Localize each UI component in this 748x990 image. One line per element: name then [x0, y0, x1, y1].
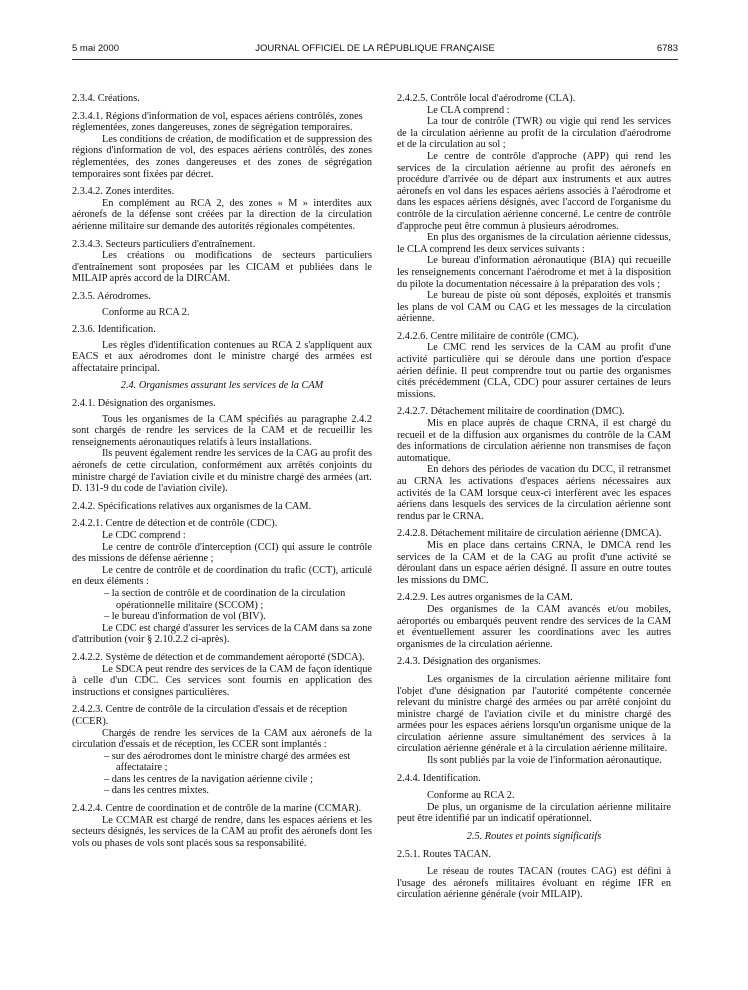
paragraph: Tous les organismes de la CAM spécifiés au paragraphe 2.4.2 sont chargés de rendre les services de la CAM et de recueillir les renseignements aéronautiques relatifs à leurs installations. [72, 413, 372, 448]
heading-2-4-2: 2.4.2. Spécifications relatives aux organismes de la CAM. [72, 500, 312, 512]
header-journal-title: JOURNAL OFFICIEL DE LA RÉPUBLIQUE FRANÇAISE [255, 43, 495, 54]
paragraph: Le SDCA peut rendre des services de la CAM de façon identique à celle d'un CDC. Ces services sont fournis en application des instructions et consignes particulières. [72, 663, 372, 698]
paragraph: Conforme au RCA 2. [427, 790, 515, 802]
paragraph: Le CMC rend les services de la CAM au profit d'une activité particulière qui se déroule dans une portion d'espace aérien définie. Il peut comprendre tout ou partie des organismes cités précédemment (CLA, CDC) pour assurer certaines de leurs missions. [397, 342, 671, 400]
paragraph: En plus des organismes de la circulation aérienne cidessus, le CLA comprend les deux services suivants : [397, 232, 671, 255]
paragraph: La tour de contrôle (TWR) ou vigie qui rend les services de la circulation aérienne au profit de la circulation d'aérodrome et de la circulation au sol ; [397, 116, 671, 151]
heading-2-4-3: 2.4.3. Désignation des organismes. [397, 656, 541, 668]
paragraph: Le CCMAR est chargé de rendre, dans les espaces aériens et les secteurs désignés, les services de la CAM au profit des aéronefs dont les vols ou phases de vols sont placés sous sa responsabilité. [72, 814, 372, 849]
paragraph: Le réseau de routes TACAN (routes CAG) est défini à l'usage des aéronefs militaires évoluant en régime IFR en circulation aérienne générale (voir MILAIP). [397, 866, 671, 901]
paragraph: Des organismes de la CAM avancés et/ou mobiles, aéroportés ou embarqués peuvent rendre des services de la CAM et éventuellement assurer les coordinations avec les autres organismes de la circulation aérienne. [397, 603, 671, 650]
paragraph: Les conditions de création, de modification et de suppression des régions d'information de vol, des espaces aériens contrôlés, des zones réglementées, des zones dangereuses et des zones de ségrégation temporaires sont fixées par décret. [72, 133, 372, 180]
paragraph: Chargés de rendre les services de la CAM aux aéronefs de la circulation d'essais et de réception, les CCER sont implantés : [72, 727, 372, 751]
heading-2-4-2-4: 2.4.2.4. Centre de coordination et de contrôle de la marine (CCMAR). [72, 803, 362, 815]
heading-2-4-2-7: 2.4.2.7. Détachement militaire de coordination (DMC). [397, 406, 625, 418]
heading-2-4-2-6: 2.4.2.6. Centre militaire de contrôle (CMC). [397, 330, 579, 342]
paragraph: En dehors des périodes de vacation du DCC, il retransmet au CRNA les activations d'espaces aériens nécessaires aux activités de la CAM lorsque ceux-ci interfèrent avec les espaces aériens dans lesquels des services de la circulation aérienne sont rendus par le CRNA. [397, 464, 671, 522]
heading-2-3-4-3: 2.3.4.3. Secteurs particuliers d'entraînement. [72, 238, 256, 250]
heading-2-4-2-9: 2.4.2.9. Les autres organismes de la CAM. [397, 592, 573, 604]
paragraph: Mis en place auprès de chaque CRNA, il est chargé du recueil et de la diffusion aux organismes du contrôle de la CAM des informations de circulation aérienne non transmises de façon automatique. [397, 418, 671, 464]
paragraph: Le centre de contrôle d'interception (CCI) qui assure le contrôle des missions de défense aérienne ; [72, 541, 372, 565]
paragraph: Le CDC comprend : [102, 530, 186, 541]
heading-2-3-4-1: 2.3.4.1. Régions d'information de vol, espaces aériens contrôlés, zones réglementées, zones dangereuses, zones de ségrégation temporaires. [72, 110, 363, 134]
heading-2-3-5: 2.3.5. Aérodromes. [72, 290, 151, 302]
heading-2-4-1: 2.4.1. Désignation des organismes. [72, 398, 216, 410]
list-item: – sur des aérodromes dont le ministre chargé des armées est affectataire ; [104, 750, 351, 774]
list-item: – la section de contrôle et de coordination de la circulation opérationnelle militaire (SCCOM) ; [104, 587, 346, 611]
paragraph: Les règles d'identification contenues au RCA 2 s'appliquent aux EACS et aux aérodromes dont le ministre chargé des armées est affectataire principal. [72, 339, 372, 374]
right-column [397, 93, 671, 973]
paragraph: Les créations ou modifications de secteurs particuliers d'entraînement sont proposées par les CICAM et publiées dans le MILAIP après accord de la DIRCAM. [72, 250, 372, 285]
paragraph: Le bureau d'information aéronautique (BIA) qui recueille les renseignements concernant l'aérodrome et met à la disposition du pilote la documentation nécessaire à la préparation des vols ; [397, 255, 671, 290]
heading-2-4-2-1: 2.4.2.1. Centre de détection et de contrôle (CDC). [72, 518, 278, 530]
heading-2-4-2-3: 2.4.2.3. Centre de contrôle de la circulation d'essais et de réception (CCER). [72, 704, 348, 727]
header-date: 5 mai 2000 [72, 43, 120, 54]
page-header [72, 43, 678, 57]
paragraph: Ils sont publiés par la voie de l'information aéronautique. [427, 755, 662, 767]
paragraph: De plus, un organisme de la circulation aérienne militaire peut être identifié par un indicatif opérationnel. [397, 801, 671, 825]
paragraph: En complément au RCA 2, des zones « M » interdites aux aéronefs de la défense sont créées par la direction de la circulation aérienne militaire sur demande des autorités régionales compétentes. [72, 197, 372, 232]
paragraph: Mis en place dans certains CRNA, le DMCA rend les services de la CAM et de la CAG au profit d'une activité se déroulant dans un espace aérien désigné. Il assure en outre toutes les missions du DMC. [397, 539, 671, 586]
paragraph: Les organismes de la circulation aérienne militaire font l'objet d'une désignation par l'autorité compétente concernée relevant du ministre chargé des armées ou par arrêté conjoint du ministre chargé de l'aviation civile et du ministre chargé des armées pour les espaces aériens lorsqu'un organisme unique de la circulation aérienne assure simultanément des services à la circulation aérienne générale et à la circulation aérienne militaire. [397, 673, 671, 755]
section-title-2-4 [72, 380, 372, 392]
left-column [72, 93, 372, 973]
paragraph: Ils peuvent également rendre les services de la CAG au profit des aéronefs de cette circulation, conformément aux arrêtés conjoints du ministre chargé de l'aviation civile et du ministre chargé des armées (art. D. 131-9 du code de l'aviation civile). [72, 448, 372, 495]
paragraph: Conforme au RCA 2. [102, 306, 190, 318]
heading-2-4-2-8: 2.4.2.8. Détachement militaire de circulation aérienne (DMCA). [397, 528, 662, 540]
header-page-number: 6783 [656, 43, 678, 54]
paragraph: Le CLA comprend : [427, 104, 510, 116]
heading-2-3-4-2: 2.3.4.2. Zones interdites. [72, 186, 175, 198]
list-item: – le bureau d'information de vol (BIV). [104, 611, 266, 623]
section-title-text: 2.5. Routes et points significatifs [466, 831, 602, 843]
heading-2-4-2-5: 2.4.2.5. Contrôle local d'aérodrome (CLA). [397, 93, 576, 104]
heading-2-3-4: 2.3.4. Créations. [72, 93, 140, 104]
list-item: – dans les centres de la navigation aérienne civile ; [104, 773, 313, 785]
list-item: – dans les centres mixtes. [104, 785, 209, 797]
heading-2-4-4: 2.4.4. Identification. [397, 772, 481, 784]
paragraph: Le CDC est chargé d'assurer les services de la CAM dans sa zone d'attribution (voir § 2.10.2.2 ci-après). [72, 622, 372, 646]
heading-2-5-1: 2.5.1. Routes TACAN. [397, 848, 491, 860]
paragraph: Le centre de contrôle d'approche (APP) qui rend les services de la circulation aérienne au profit des aéronefs en procédure d'arrivée ou de départ aux instruments et aux autres aéronefs en vol dans les espaces aériens associés à l'aérodrome et dans les espaces aériens désignés, avec l'accord de l'organisme du contrôle de la circulation aérienne concerné. Le centre de contrôle d'approche peut être commun à plusieurs aérodromes. [397, 150, 671, 232]
header-rule [72, 59, 678, 60]
heading-2-3-6: 2.3.6. Identification. [72, 324, 156, 336]
paragraph: Le centre de contrôle et de coordination du trafic (CCT), articulé en deux éléments : [72, 564, 372, 588]
section-title-2-5 [397, 831, 671, 843]
section-title-text: 2.4. Organismes assurant les services de la CAM [120, 380, 324, 392]
paragraph: Le bureau de piste où sont déposés, exploités et transmis les plans de vol CAM ou CAG et les messages de la circulation aérienne. [397, 290, 671, 325]
heading-2-4-2-2: 2.4.2.2. Système de détection et de commandement aéroporté (SDCA). [72, 651, 365, 663]
